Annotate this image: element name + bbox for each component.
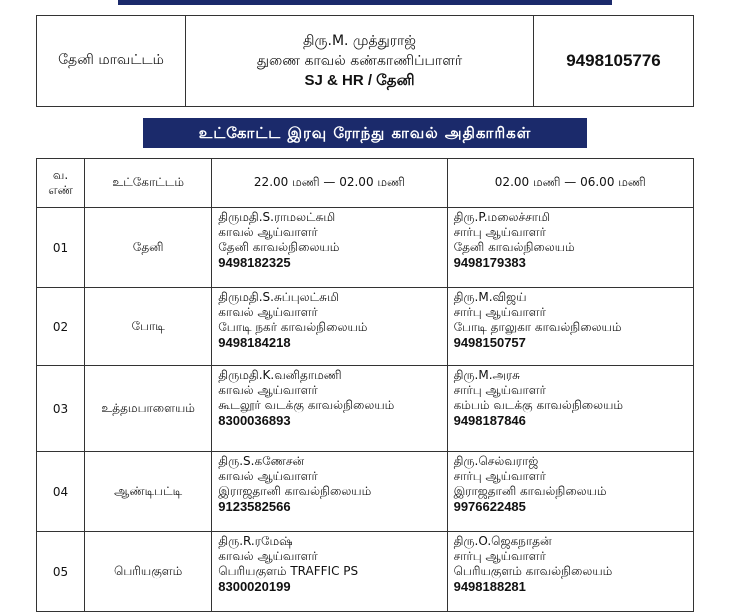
shift1-officer-station: இராஜதானி காவல்நிலையம்: [218, 484, 372, 498]
row-subdivision: உத்தமபாளையம்: [85, 366, 212, 452]
shift2-officer-phone: 9498150757: [453, 335, 526, 350]
shift1-officer-phone: 9498184218: [218, 335, 291, 350]
shift2-officer: [447, 366, 693, 452]
shift1-officer: [212, 208, 447, 288]
shift2-officer-designation: சார்பு ஆய்வாளர்: [453, 305, 546, 319]
shift1-officer-station: பெரியகுளம் TRAFFIC PS: [218, 564, 359, 578]
shift2-officer: [447, 208, 693, 288]
shift1-officer: [212, 452, 447, 532]
shift2-officer-name: திரு.செல்வராஜ்: [453, 454, 539, 468]
table-header-row: [37, 159, 694, 208]
row-subdivision: போடி: [85, 288, 212, 366]
shift2-officer-station: இராஜதானி காவல்நிலையம்: [453, 484, 607, 498]
shift2-officer-phone: 9498188281: [453, 579, 526, 594]
header-shift1: 22.00 மணி — 02.00 மணி: [212, 159, 447, 208]
row-serial-no: 02: [37, 288, 85, 366]
row-serial-no: 01: [37, 208, 85, 288]
shift1-officer-phone: 9123582566: [218, 499, 291, 514]
shift1-officer-phone: 8300020199: [218, 579, 291, 594]
shift1-officer-name: திருமதி.S.சுப்புலட்சுமி: [218, 290, 339, 304]
shift2-officer-name: திரு.M.விஜய்: [453, 290, 527, 304]
shift2-officer: [447, 288, 693, 366]
shift1-officer: [212, 532, 447, 612]
shift2-officer-station: பெரியகுளம் காவல்நிலையம்: [453, 564, 613, 578]
row-serial-no: 04: [37, 452, 85, 532]
shift1-officer: [212, 366, 447, 452]
shift2-officer-name: திரு.O.ஜெகநாதன்: [453, 534, 552, 548]
shift1-officer-designation: காவல் ஆய்வாளர்: [218, 469, 318, 483]
row-serial-no: 03: [37, 366, 85, 452]
row-subdivision: தேனி: [85, 208, 212, 288]
shift2-officer-designation: சார்பு ஆய்வாளர்: [453, 549, 546, 563]
district-officer-table: [36, 15, 694, 107]
shift2-officer-phone: 9976622485: [453, 499, 526, 514]
header-serial-no-line1: வ.: [52, 168, 69, 182]
officer-phone: 9498105776: [534, 16, 694, 107]
row-serial-no: 05: [37, 532, 85, 612]
section-title: உட்கோட்ட இரவு ரோந்து காவல் அதிகாரிகள்: [143, 118, 587, 148]
shift1-officer-name: திரு.S.கணேசன்: [218, 454, 305, 468]
shift1-officer-designation: காவல் ஆய்வாளர்: [218, 383, 318, 397]
shift2-officer-station: கம்பம் வடக்கு காவல்நிலையம்: [453, 398, 624, 412]
header-serial-no-line2: எண்: [48, 183, 73, 197]
officer-name: திரு.M. முத்துராஜ்: [303, 33, 416, 49]
table-row: [37, 208, 694, 288]
top-banner-edge: [118, 0, 612, 5]
table-row: [37, 532, 694, 612]
shift1-officer-station: தேனி காவல்நிலையம்: [218, 240, 340, 254]
shift1-officer-phone: 8300036893: [218, 413, 291, 428]
shift2-officer-phone: 9498187846: [453, 413, 526, 428]
district-officer-cell: [186, 16, 534, 107]
district-name: தேனி மாவட்டம்: [37, 16, 186, 107]
officer-designation: துணை காவல் கண்காணிப்பாளர்: [256, 53, 463, 69]
shift1-officer-designation: காவல் ஆய்வாளர்: [218, 225, 318, 239]
shift1-officer-phone: 9498182325: [218, 255, 291, 270]
shift2-officer: [447, 452, 693, 532]
shift1-officer-name: திருமதி.K.வனிதாமணி: [218, 368, 342, 382]
shift2-officer-name: திரு.P.மலைச்சாமி: [453, 210, 550, 224]
shift1-officer-designation: காவல் ஆய்வாளர்: [218, 305, 318, 319]
shift1-officer-name: திரு.R.ரமேஷ்: [218, 534, 293, 548]
header-subdivision: உட்கோட்டம்: [85, 159, 212, 208]
shift1-officer-station: கூடலூர் வடக்கு காவல்நிலையம்: [218, 398, 395, 412]
shift2-officer-name: திரு.M.அரசு: [453, 368, 520, 382]
shift1-officer-station: போடி நகர் காவல்நிலையம்: [218, 320, 368, 334]
shift2-officer: [447, 532, 693, 612]
night-patrol-table: [36, 158, 694, 612]
table-row: [37, 366, 694, 452]
header-shift2: 02.00 மணி — 06.00 மணி: [447, 159, 693, 208]
shift1-officer-name: திருமதி.S.ராமலட்சுமி: [218, 210, 336, 224]
shift2-officer-phone: 9498179383: [453, 255, 526, 270]
table-row: [37, 288, 694, 366]
shift2-officer-station: போடி தாலுகா காவல்நிலையம்: [453, 320, 622, 334]
row-subdivision: பெரியகுளம்: [85, 532, 212, 612]
shift1-officer-designation: காவல் ஆய்வாளர்: [218, 549, 318, 563]
table-row: [37, 452, 694, 532]
shift2-officer-designation: சார்பு ஆய்வாளர்: [453, 469, 546, 483]
shift1-officer: [212, 288, 447, 366]
shift2-officer-station: தேனி காவல்நிலையம்: [453, 240, 575, 254]
shift2-officer-designation: சார்பு ஆய்வாளர்: [453, 225, 546, 239]
officer-unit: SJ & HR / தேனி: [304, 72, 415, 89]
district-officer-row: [37, 16, 694, 107]
shift2-officer-designation: சார்பு ஆய்வாளர்: [453, 383, 546, 397]
row-subdivision: ஆண்டிபட்டி: [85, 452, 212, 532]
header-serial-no: [37, 159, 85, 208]
